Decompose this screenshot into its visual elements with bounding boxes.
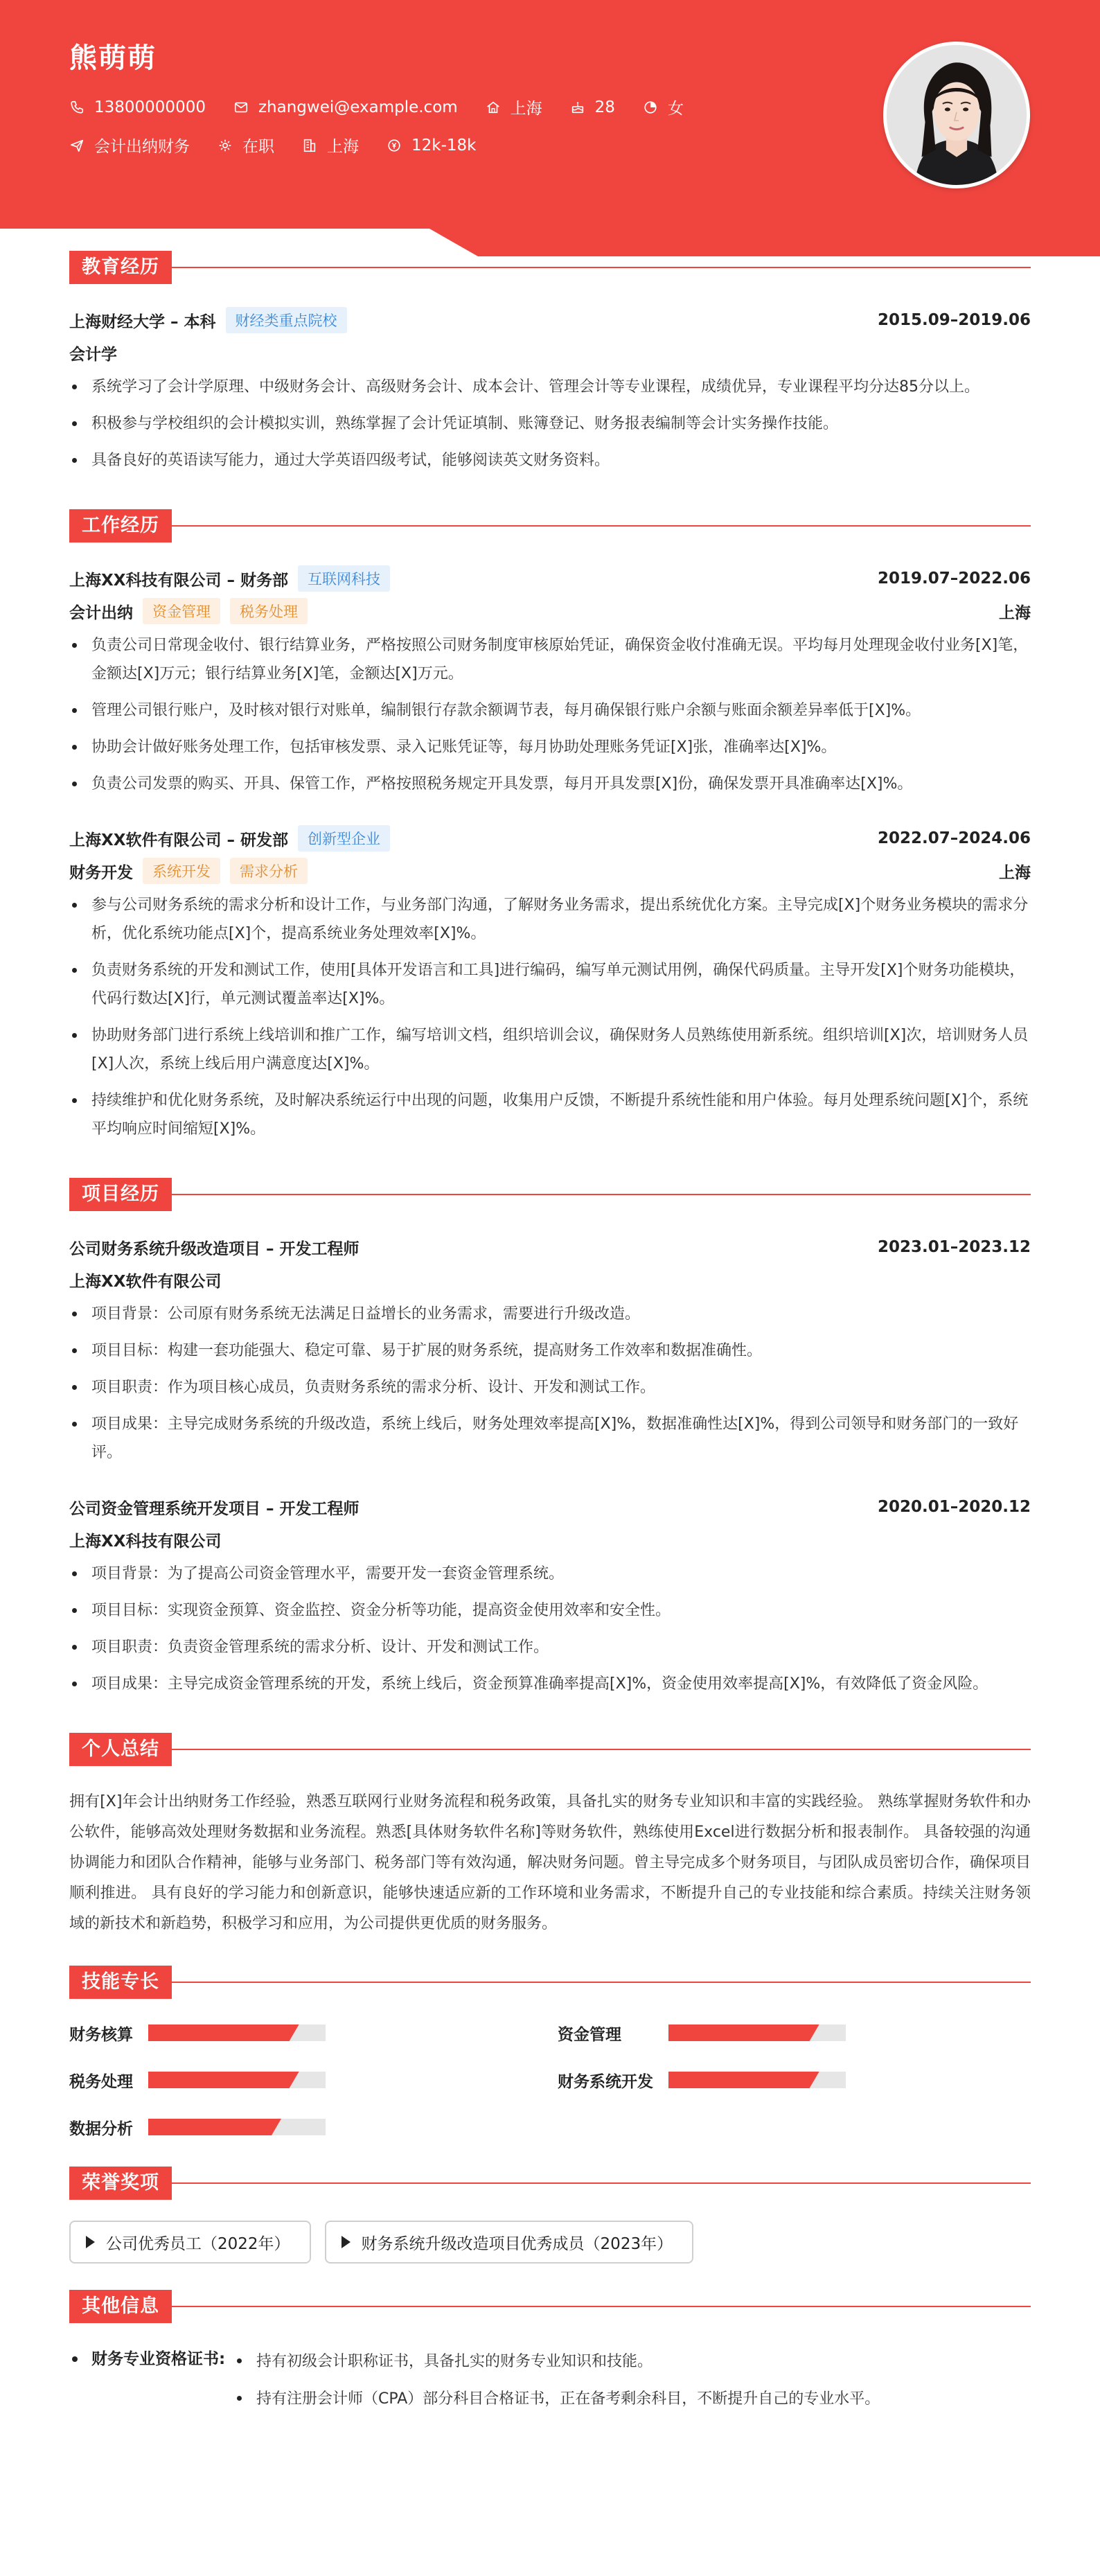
project-company-row xyxy=(69,1522,1031,1557)
industry-tag: 创新型企业 xyxy=(298,825,390,852)
skill-bar xyxy=(148,2072,326,2088)
age-item xyxy=(570,98,615,116)
list-item: 项目背景：公司原有财务系统无法满足日益增长的业务需求，需要进行升级改造。 xyxy=(69,1300,1031,1328)
gear-icon xyxy=(218,138,233,153)
honor-badge xyxy=(325,2221,694,2264)
skill-bar xyxy=(668,2072,846,2088)
skill-item xyxy=(558,2067,1031,2093)
honors-section xyxy=(69,2165,1031,2264)
entry-left xyxy=(69,307,347,333)
section-title: 技能专长 xyxy=(69,1966,172,1999)
project-entry xyxy=(69,1492,1031,1698)
project-company: 上海XX科技有限公司 xyxy=(69,1532,222,1551)
skill-item xyxy=(69,2020,558,2046)
city-item xyxy=(486,96,542,118)
entry-left xyxy=(69,825,390,852)
list-item: 持续维护和优化财务系统，及时解决系统运行中出现的问题，收集用户反馈，不断提升系统性能和用户体验。每月处理系统问题[X]个，系统平均响应时间缩短[X]%。 xyxy=(69,1086,1031,1143)
entry-header xyxy=(69,1232,1031,1262)
work-section xyxy=(69,508,1031,1143)
phone-text: 13800000000 xyxy=(94,98,206,116)
list-item: 持有注册会计师（CPA）部分科目合格证书，正在备考剩余科目，不断提升自己的专业水平。 xyxy=(234,2384,880,2415)
entry-header xyxy=(69,563,1031,594)
salary-text: 12k-18k xyxy=(411,136,477,155)
skill-bar xyxy=(668,2024,846,2041)
skill-item xyxy=(69,2114,558,2140)
skill-fill xyxy=(148,2024,299,2041)
gender-text: 女 xyxy=(667,100,684,118)
list-item: 系统学习了会计学原理、中级财务会计、高级财务会计、成本会计、管理会计等专业课程，成绩优异，专业课程平均分达85分以上。 xyxy=(69,373,1031,401)
entry-date: 2019.07–2022.06 xyxy=(877,570,1031,588)
skill-tag: 需求分析 xyxy=(230,858,308,884)
list-item: 项目目标：构建一套功能强大、稳定可靠、易于扩展的财务系统，提高财务工作效率和数据准确性。 xyxy=(69,1336,1031,1365)
cake-icon xyxy=(570,100,585,115)
skill-name: 财务核算 xyxy=(69,2025,133,2044)
certificate-label: 财务专业资格证书: xyxy=(69,2344,234,2421)
project-title: 公司财务系统升级改造项目 – 开发工程师 xyxy=(69,1240,360,1258)
project-entry xyxy=(69,1232,1031,1467)
section-divider xyxy=(172,1194,1031,1195)
email-text: zhangwei@example.com xyxy=(258,98,458,116)
play-icon xyxy=(86,2236,95,2248)
section-divider xyxy=(172,2306,1031,2307)
entry-date: 2020.01–2020.12 xyxy=(877,1498,1031,1516)
work-entry xyxy=(69,563,1031,798)
entry-left xyxy=(69,565,390,592)
skill-bar xyxy=(148,2119,326,2135)
skill-fill xyxy=(148,2119,281,2135)
play-icon xyxy=(341,2236,351,2248)
honors-list xyxy=(69,2221,1031,2264)
summary-text: 拥有[X]年会计出纳财务工作经验，熟悉互联网行业财务流程和税务政策，具备扎实的财务专业知识和丰富的实践经验。 熟练掌握财务软件和办公软件，能够高效处理财务数据和业务流程。熟悉[具体财务软件名称]等财务软件，熟练使用Excel进行数据分析和报表制作。 具备较强的沟通协调能力和团队合作精神，能够与业务部门、税务部门等有效沟通，解决财务问题。曾主导完成多个财务项目，与团队成员密切合作，确保项目顺利推进。 具有良好的学习能力和创新意识，能够快速适应新的工作环境和业务需求，不断提升自己的专业技能和综合素质。持续关注财务领域的新技术和新趋势，积极学习和应用，为公司提供更优质的财务服务。 xyxy=(69,1793,1031,1932)
list-item: 协助财务部门进行系统上线培训和推广工作，编写培训文档，组织培训会议，确保财务人员熟练使用新系统。组织培训[X]次，培训财务人员[X]人次，系统上线后用户满意度达[X]%。 xyxy=(69,1021,1031,1078)
section-divider xyxy=(172,1749,1031,1750)
honor-text: 公司优秀员工（2022年） xyxy=(106,2234,290,2253)
other-section xyxy=(69,2288,1031,2421)
section-title: 工作经历 xyxy=(69,509,172,542)
age-text: 28 xyxy=(594,98,615,116)
work-entry xyxy=(69,823,1031,1143)
status-text: 在职 xyxy=(242,138,274,156)
section-header xyxy=(69,1964,1031,2000)
list-item: 积极参与学校组织的会计模拟实训，熟练掌握了会计凭证填制、账簿登记、财务报表编制等会计实务操作技能。 xyxy=(69,409,1031,438)
skill-name: 数据分析 xyxy=(69,2119,133,2138)
resume-content xyxy=(69,249,1031,2421)
list-item: 负责公司发票的购买、开具、保管工作，严格按照税务规定开具发票，每月开具发票[X]份，确保发票开具准确率达[X]%。 xyxy=(69,770,1031,798)
honor-badge xyxy=(69,2221,311,2264)
list-item: 协助会计做好账务处理工作，包括审核发票、录入记账凭证等，每月协助处理账务凭证[X]张，准确率达[X]%。 xyxy=(69,733,1031,761)
role-name: 财务开发 xyxy=(69,863,133,882)
school-name: 上海财经大学 – 本科 xyxy=(69,312,216,331)
section-header xyxy=(69,1176,1031,1212)
skills-section xyxy=(69,1964,1031,2140)
list-item: 项目背景：为了提高公司资金管理水平，需要开发一套资金管理系统。 xyxy=(69,1560,1031,1588)
entry-date: 2015.09–2019.06 xyxy=(877,311,1031,329)
list-item: 项目目标：实现资金预算、资金监控、资金分析等功能，提高资金使用效率和安全性。 xyxy=(69,1596,1031,1625)
skill-fill xyxy=(668,2024,819,2041)
gender-item xyxy=(643,96,684,118)
work-city: 上海 xyxy=(999,863,1031,882)
skill-fill xyxy=(668,2072,819,2088)
skill-item xyxy=(69,2067,558,2093)
section-divider xyxy=(172,267,1031,268)
mail-icon xyxy=(233,100,249,115)
section-header xyxy=(69,2165,1031,2201)
section-divider xyxy=(172,1982,1031,1983)
section-title: 荣誉奖项 xyxy=(69,2167,172,2200)
send-icon xyxy=(69,138,85,153)
avatar xyxy=(883,42,1030,188)
section-header xyxy=(69,2288,1031,2324)
project-company: 上海XX软件有限公司 xyxy=(69,1272,222,1291)
skill-name: 税务处理 xyxy=(69,2072,133,2091)
list-item: 项目职责：作为项目核心成员，负责财务系统的需求分析、设计、开发和测试工作。 xyxy=(69,1373,1031,1402)
role-row xyxy=(69,594,1031,628)
list-item: 负责公司日常现金收付、银行结算业务，严格按照公司财务制度审核原始凭证，确保资金收付准确无误。平均每月处理现金收付业务[X]笔，金额达[X]万元；银行结算业务[X]笔，金额达[X]万元。 xyxy=(69,631,1031,688)
home-icon xyxy=(486,100,501,115)
skill-name: 财务系统开发 xyxy=(558,2072,653,2091)
entry-header xyxy=(69,823,1031,854)
skill-tag: 税务处理 xyxy=(230,598,308,624)
phone-icon xyxy=(69,100,85,115)
skills-grid xyxy=(69,2020,1031,2140)
section-title: 教育经历 xyxy=(69,251,172,284)
list-item: 项目成果：主导完成资金管理系统的开发，系统上线后，资金预算准确率提高[X]%，资金使用效率提高[X]%，有效降低了资金风险。 xyxy=(69,1670,1031,1698)
job-intent-row xyxy=(69,134,504,157)
work-bullets xyxy=(69,631,1031,798)
portrait-image xyxy=(887,45,1027,185)
section-title: 其他信息 xyxy=(69,2290,172,2323)
project-title: 公司资金管理系统开发项目 – 开发工程师 xyxy=(69,1499,360,1518)
work-bullets xyxy=(69,891,1031,1143)
list-item: 管理公司银行账户，及时核对银行对账单，编制银行存款余额调节表，每月确保银行账户余额与账面余额差异率低于[X]%。 xyxy=(69,696,1031,725)
skill-tag: 系统开发 xyxy=(143,858,220,884)
certificate-list xyxy=(234,2347,880,2421)
role-name: 会计出纳 xyxy=(69,603,133,622)
building-icon xyxy=(302,138,317,153)
section-header xyxy=(69,508,1031,544)
entry-date: 2023.01–2023.12 xyxy=(877,1238,1031,1256)
company-name: 上海XX软件有限公司 – 研发部 xyxy=(69,831,288,849)
list-item: 项目职责：负责资金管理系统的需求分析、设计、开发和测试工作。 xyxy=(69,1633,1031,1661)
role-left xyxy=(69,598,308,624)
project-bullets xyxy=(69,1560,1031,1698)
money-icon xyxy=(387,138,402,153)
section-divider xyxy=(172,525,1031,527)
skill-tag: 资金管理 xyxy=(143,598,220,624)
job-target-item xyxy=(69,134,190,157)
school-tag: 财经类重点院校 xyxy=(226,307,347,333)
entry-header xyxy=(69,1492,1031,1522)
contact-row xyxy=(69,96,711,118)
email-item xyxy=(233,98,458,116)
project-section xyxy=(69,1176,1031,1698)
city-text: 上海 xyxy=(510,100,542,118)
certificate-block xyxy=(69,2344,1031,2421)
gender-icon xyxy=(643,100,658,115)
list-item: 负责财务系统的开发和测试工作，使用[具体开发语言和工具]进行编码，编写单元测试用例，确保代码质量。主导开发[X]个财务功能模块，代码行数达[X]行，单元测试覆盖率达[X]%。 xyxy=(69,956,1031,1013)
project-bullets xyxy=(69,1300,1031,1467)
job-target-text: 会计出纳财务 xyxy=(94,138,190,156)
skill-bar xyxy=(148,2024,326,2041)
entry-date: 2022.07–2024.06 xyxy=(877,829,1031,847)
major-name: 会计学 xyxy=(69,345,117,364)
section-title: 个人总结 xyxy=(69,1733,172,1766)
company-name: 上海XX科技有限公司 – 财务部 xyxy=(69,571,288,590)
major-row xyxy=(69,335,1031,370)
summary-section xyxy=(69,1731,1031,1939)
education-bullets xyxy=(69,373,1031,475)
role-left xyxy=(69,858,308,884)
honor-text: 财务系统升级改造项目优秀成员（2023年） xyxy=(361,2234,673,2253)
target-city-text: 上海 xyxy=(327,138,359,156)
section-title: 项目经历 xyxy=(69,1178,172,1211)
list-item: 具备良好的英语读写能力，通过大学英语四级考试，能够阅读英文财务资料。 xyxy=(69,446,1031,475)
salary-item xyxy=(387,136,476,155)
skill-fill xyxy=(148,2072,299,2088)
work-city: 上海 xyxy=(999,603,1031,622)
candidate-name: 熊萌萌 xyxy=(69,42,157,74)
entry-header xyxy=(69,305,1031,335)
industry-tag: 互联网科技 xyxy=(298,565,390,592)
skill-item xyxy=(558,2020,1031,2046)
list-item: 持有初级会计职称证书，具备扎实的财务专业知识和技能。 xyxy=(234,2347,880,2377)
skill-name: 资金管理 xyxy=(558,2025,621,2044)
role-row xyxy=(69,854,1031,888)
status-item xyxy=(218,134,274,157)
education-section xyxy=(69,249,1031,475)
section-header xyxy=(69,1731,1031,1767)
section-header xyxy=(69,249,1031,285)
project-company-row xyxy=(69,1262,1031,1297)
target-city-item xyxy=(302,134,359,157)
list-item: 参与公司财务系统的需求分析和设计工作，与业务部门沟通，了解财务业务需求，提出系统优化方案。主导完成[X]个财务业务模块的需求分析，优化系统功能点[X]个，提高系统业务处理效率[X]%。 xyxy=(69,891,1031,948)
list-item: 项目成果：主导完成财务系统的升级改造，系统上线后，财务处理效率提高[X]%，数据准确性达[X]%，得到公司领导和财务部门的一致好评。 xyxy=(69,1410,1031,1467)
section-divider xyxy=(172,2182,1031,2184)
phone-item xyxy=(69,98,206,116)
